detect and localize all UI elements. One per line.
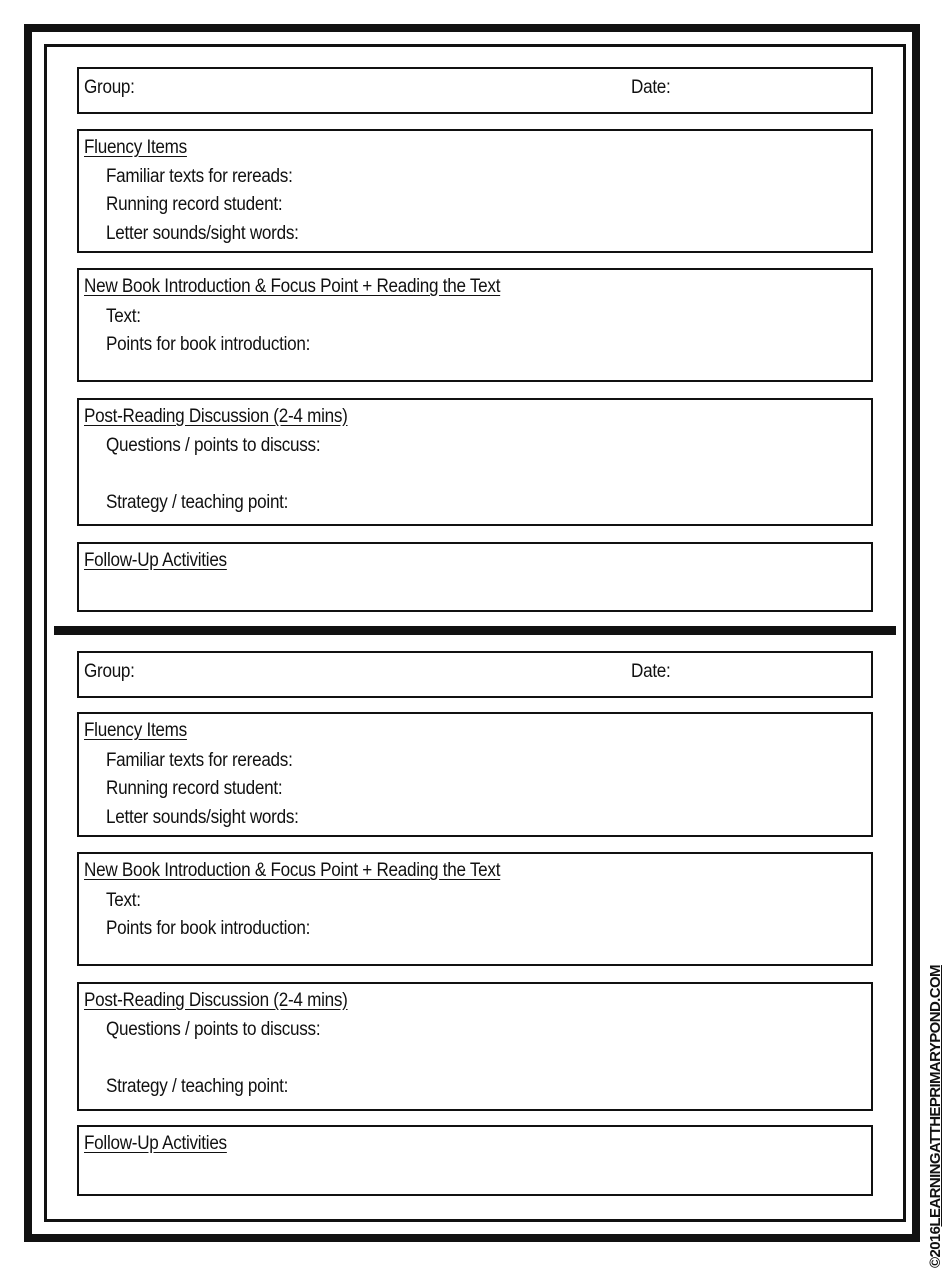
post-reading-heading: Post-Reading Discussion (2-4 mins) [84,990,348,1011]
book-intro-points-label: Points for book introduction: [106,918,311,939]
book-intro-points-label: Points for book introduction: [106,334,311,355]
group-label: Group: [84,77,135,98]
strategy-label: Strategy / teaching point: [106,1076,289,1097]
familiar-texts-label: Familiar texts for rereads: [106,166,293,187]
group-date-box [77,67,873,114]
fluency-items-box [77,712,873,837]
group-label: Group: [84,661,135,682]
questions-label: Questions / points to discuss: [106,435,321,456]
new-book-heading: New Book Introduction & Focus Point + Reading the Text [84,860,501,881]
new-book-box [77,852,873,966]
new-book-heading: New Book Introduction & Focus Point + Reading the Text [84,276,501,297]
new-book-box [77,268,873,382]
post-reading-box [77,982,873,1111]
copyright-notice [927,958,945,1268]
fluency-items-heading: Fluency Items [84,137,187,158]
running-record-label: Running record student: [106,778,283,799]
letter-sounds-label: Letter sounds/sight words: [106,807,299,828]
post-reading-box [77,398,873,526]
post-reading-heading: Post-Reading Discussion (2-4 mins) [84,406,348,427]
running-record-label: Running record student: [106,194,283,215]
follow-up-box [77,542,873,612]
questions-label: Questions / points to discuss: [106,1019,321,1040]
fluency-items-heading: Fluency Items [84,720,187,741]
fluency-items-box [77,129,873,253]
copyright-website: LEARNINGATTHEPRIMARYPOND.COM [927,965,944,1227]
follow-up-heading: Follow-Up Activities [84,550,227,571]
date-label: Date: [631,661,671,682]
date-label: Date: [631,77,671,98]
strategy-label: Strategy / teaching point: [106,492,289,513]
follow-up-box [77,1125,873,1196]
text-label: Text: [106,306,141,327]
section-divider [54,626,896,635]
familiar-texts-label: Familiar texts for rereads: [106,750,293,771]
copyright-year: ©2016 [927,1226,944,1268]
letter-sounds-label: Letter sounds/sight words: [106,223,299,244]
group-date-box [77,651,873,698]
follow-up-heading: Follow-Up Activities [84,1133,227,1154]
text-label: Text: [106,890,141,911]
